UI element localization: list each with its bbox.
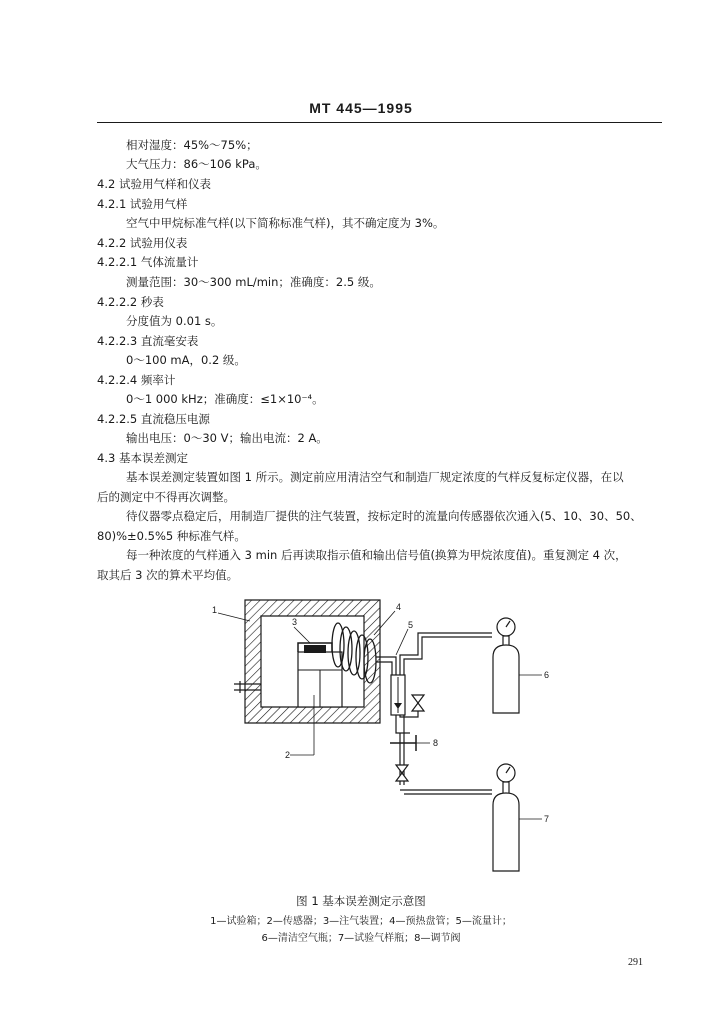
label-1: 1 [212, 605, 218, 615]
section-heading-4-2-2-1: 4.2.2.1 气体流量计 [97, 255, 199, 269]
figure-legend-line-2: 6—清洁空气瓶；7—试验气样瓶；8—调节阀 [261, 933, 461, 944]
paragraph-line: 80)%±0.5%5 种标准气样。 [97, 529, 246, 543]
paragraph-line: 取其后 3 次的算术平均值。 [97, 568, 239, 582]
text-line-flowmeter: 测量范围：30～300 mL/min；准确度：2.5 级。 [126, 275, 381, 289]
page-number: 291 [628, 957, 643, 968]
label-5: 5 [408, 620, 414, 630]
section-heading-4-3: 4.3 基本误差测定 [97, 451, 188, 465]
flowmeter [391, 675, 405, 715]
text-line-humidity: 相对湿度：45%～75%； [126, 138, 258, 152]
text-line-milliammeter: 0～100 mA，0.2 级。 [126, 353, 246, 367]
section-heading-4-2: 4.2 试验用气样和仪表 [97, 177, 211, 191]
figure-caption: 图 1 基本误差测定示意图 [296, 894, 426, 908]
label-6: 6 [544, 670, 550, 680]
text-line-power: 输出电压：0～30 V；输出电流：2 A。 [126, 431, 328, 445]
paragraph-line: 待仪器零点稳定后，用制造厂提供的注气装置，按标定时的流量向传感器依次通入(5、10、30、50、 [126, 509, 642, 523]
paragraph-line: 每一种浓度的气样通入 3 min 后再读取指示值和输出信号值(换算为甲烷浓度值)。重复测定 4 次， [126, 548, 627, 562]
label-4: 4 [396, 602, 402, 612]
label-8: 8 [433, 738, 439, 748]
section-heading-4-2-2-2: 4.2.2.2 秒表 [97, 295, 164, 309]
text-line-stopwatch: 分度值为 0.01 s。 [126, 314, 223, 328]
text-line-pressure: 大气压力：86～106 kPa。 [126, 157, 267, 171]
valve-lower [396, 765, 408, 781]
header-rule [97, 122, 662, 123]
section-heading-4-2-2-5: 4.2.2.5 直流稳压电源 [97, 412, 210, 426]
section-heading-4-2-1: 4.2.1 试验用气样 [97, 197, 188, 211]
test-gas-cylinder [493, 764, 519, 871]
label-2: 2 [285, 750, 291, 760]
valve-upper [412, 695, 424, 711]
document-header: MT 445—1995 [309, 100, 413, 116]
paragraph-line: 后的测定中不得再次调整。 [97, 490, 235, 504]
text-line-standard-gas: 空气中甲烷标准气样(以下简称标准气样)，其不确定度为 3%。 [126, 216, 445, 230]
apparatus-diagram [190, 585, 570, 885]
figure-legend-line-1: 1—试验箱；2—传感器；3—注气装置；4—预热盘管；5—流量计； [210, 916, 512, 927]
label-7: 7 [544, 814, 550, 824]
regulating-valve [390, 735, 416, 751]
section-heading-4-2-2-3: 4.2.2.3 直流毫安表 [97, 334, 199, 348]
section-heading-4-2-2-4: 4.2.2.4 频率计 [97, 373, 176, 387]
paragraph-line: 基本误差测定装置如图 1 所示。测定前应用清洁空气和制造厂规定浓度的气样反复标定仪器，在以 [126, 470, 624, 484]
text-line-frequency: 0～1 000 kHz；准确度：≤1×10⁻⁴。 [126, 392, 324, 406]
sensor [298, 652, 342, 707]
section-heading-4-2-2: 4.2.2 试验用仪表 [97, 236, 188, 250]
label-3: 3 [292, 617, 298, 627]
clean-air-cylinder [493, 618, 519, 713]
